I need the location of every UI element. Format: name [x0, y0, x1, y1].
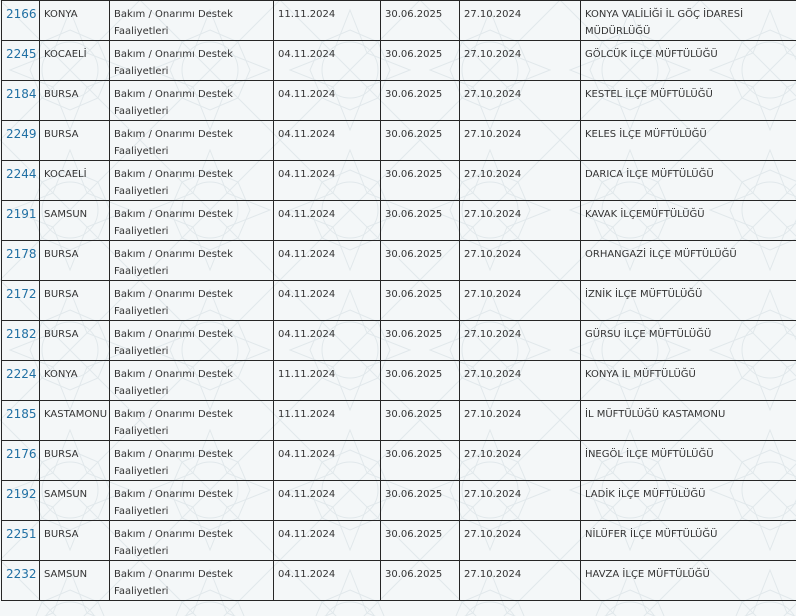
city-cell: KOCAELİ [40, 161, 110, 201]
end-date-cell: 30.06.2025 [381, 1, 460, 41]
institution-cell: ORHANGAZİ İLÇE MÜFTÜLÜĞÜ [581, 241, 796, 281]
institution-cell: KONYA İL MÜFTÜLÜĞÜ [581, 361, 796, 401]
city-cell: SAMSUN [40, 481, 110, 521]
listing-id-link[interactable]: 2249 [6, 127, 37, 141]
start-date-cell: 04.11.2024 [274, 321, 381, 361]
start-date-cell: 04.11.2024 [274, 41, 381, 81]
table-row [2, 401, 796, 441]
end-date-cell: 30.06.2025 [381, 401, 460, 441]
activity-cell: Bakım / Onarımı Destek Faaliyetleri [110, 281, 274, 321]
listing-id-link[interactable]: 2251 [6, 527, 37, 541]
institution-cell: İNEGÖL İLÇE MÜFTÜLÜĞÜ [581, 441, 796, 481]
activity-cell: Bakım / Onarımı Destek Faaliyetleri [110, 321, 274, 361]
institution-cell: DARICA İLÇE MÜFTÜLÜĞÜ [581, 161, 796, 201]
listing-id-link[interactable]: 2176 [6, 447, 37, 461]
posted-date-cell: 27.10.2024 [460, 561, 581, 601]
id-cell [2, 161, 40, 201]
end-date-cell: 30.06.2025 [381, 281, 460, 321]
id-cell [2, 521, 40, 561]
institution-cell: NİLÜFER İLÇE MÜFTÜLÜĞÜ [581, 521, 796, 561]
city-cell: BURSA [40, 81, 110, 121]
listing-id-link[interactable]: 2192 [6, 487, 37, 501]
city-cell: SAMSUN [40, 201, 110, 241]
city-cell: BURSA [40, 441, 110, 481]
institution-cell: KELES İLÇE MÜFTÜLÜĞÜ [581, 121, 796, 161]
listing-id-link[interactable]: 2191 [6, 207, 37, 221]
end-date-cell: 30.06.2025 [381, 561, 460, 601]
end-date-cell: 30.06.2025 [381, 481, 460, 521]
end-date-cell: 30.06.2025 [381, 81, 460, 121]
listing-id-link[interactable]: 2244 [6, 167, 37, 181]
activity-cell: Bakım / Onarımı Destek Faaliyetleri [110, 521, 274, 561]
listing-id-link[interactable]: 2245 [6, 47, 37, 61]
city-cell: BURSA [40, 121, 110, 161]
listing-table [1, 0, 796, 601]
start-date-cell: 04.11.2024 [274, 81, 381, 121]
table-row [2, 441, 796, 481]
institution-cell: LADİK İLÇE MÜFTÜLÜĞÜ [581, 481, 796, 521]
end-date-cell: 30.06.2025 [381, 201, 460, 241]
city-cell: KONYA [40, 1, 110, 41]
table-row [2, 281, 796, 321]
start-date-cell: 04.11.2024 [274, 441, 381, 481]
institution-cell: İL MÜFTÜLÜĞÜ KASTAMONU [581, 401, 796, 441]
end-date-cell: 30.06.2025 [381, 361, 460, 401]
id-cell [2, 1, 40, 41]
id-cell [2, 241, 40, 281]
id-cell [2, 321, 40, 361]
posted-date-cell: 27.10.2024 [460, 401, 581, 441]
activity-cell: Bakım / Onarımı Destek Faaliyetleri [110, 361, 274, 401]
institution-cell: GÖLCÜK İLÇE MÜFTÜLÜĞÜ [581, 41, 796, 81]
posted-date-cell: 27.10.2024 [460, 241, 581, 281]
start-date-cell: 04.11.2024 [274, 201, 381, 241]
id-cell [2, 361, 40, 401]
city-cell: BURSA [40, 321, 110, 361]
id-cell [2, 81, 40, 121]
start-date-cell: 11.11.2024 [274, 1, 381, 41]
end-date-cell: 30.06.2025 [381, 241, 460, 281]
institution-cell: GÜRSU İLÇE MÜFTÜLÜĞÜ [581, 321, 796, 361]
end-date-cell: 30.06.2025 [381, 121, 460, 161]
city-cell: KOCAELİ [40, 41, 110, 81]
institution-cell: HAVZA İLÇE MÜFTÜLÜĞÜ [581, 561, 796, 601]
id-cell [2, 201, 40, 241]
id-cell [2, 41, 40, 81]
posted-date-cell: 27.10.2024 [460, 201, 581, 241]
city-cell: KONYA [40, 361, 110, 401]
activity-cell: Bakım / Onarımı Destek Faaliyetleri [110, 481, 274, 521]
start-date-cell: 04.11.2024 [274, 281, 381, 321]
posted-date-cell: 27.10.2024 [460, 441, 581, 481]
activity-cell: Bakım / Onarımı Destek Faaliyetleri [110, 1, 274, 41]
end-date-cell: 30.06.2025 [381, 321, 460, 361]
listing-id-link[interactable]: 2172 [6, 287, 37, 301]
activity-cell: Bakım / Onarımı Destek Faaliyetleri [110, 201, 274, 241]
start-date-cell: 11.11.2024 [274, 401, 381, 441]
table-row [2, 241, 796, 281]
institution-cell: KESTEL İLÇE MÜFTÜLÜĞÜ [581, 81, 796, 121]
activity-cell: Bakım / Onarımı Destek Faaliyetleri [110, 401, 274, 441]
activity-cell: Bakım / Onarımı Destek Faaliyetleri [110, 41, 274, 81]
posted-date-cell: 27.10.2024 [460, 521, 581, 561]
table-row [2, 201, 796, 241]
table-row [2, 1, 796, 41]
end-date-cell: 30.06.2025 [381, 521, 460, 561]
city-cell: BURSA [40, 281, 110, 321]
start-date-cell: 11.11.2024 [274, 361, 381, 401]
listing-id-link[interactable]: 2182 [6, 327, 37, 341]
start-date-cell: 04.11.2024 [274, 561, 381, 601]
id-cell [2, 121, 40, 161]
institution-cell: KONYA VALİLİĞİ İL GÖÇ İDARESİ MÜDÜRLÜĞÜ [581, 1, 796, 41]
posted-date-cell: 27.10.2024 [460, 41, 581, 81]
listing-id-link[interactable]: 2232 [6, 567, 37, 581]
table-row [2, 41, 796, 81]
activity-cell: Bakım / Onarımı Destek Faaliyetleri [110, 561, 274, 601]
end-date-cell: 30.06.2025 [381, 161, 460, 201]
city-cell: BURSA [40, 521, 110, 561]
listing-id-link[interactable]: 2224 [6, 367, 37, 381]
listing-id-link[interactable]: 2178 [6, 247, 37, 261]
posted-date-cell: 27.10.2024 [460, 1, 581, 41]
activity-cell: Bakım / Onarımı Destek Faaliyetleri [110, 81, 274, 121]
city-cell: SAMSUN [40, 561, 110, 601]
table-row [2, 161, 796, 201]
start-date-cell: 04.11.2024 [274, 241, 381, 281]
posted-date-cell: 27.10.2024 [460, 361, 581, 401]
city-cell: KASTAMONU [40, 401, 110, 441]
institution-cell: KAVAK İLÇEMÜFTÜLÜĞÜ [581, 201, 796, 241]
id-cell [2, 401, 40, 441]
posted-date-cell: 27.10.2024 [460, 321, 581, 361]
table-row [2, 121, 796, 161]
start-date-cell: 04.11.2024 [274, 161, 381, 201]
start-date-cell: 04.11.2024 [274, 521, 381, 561]
posted-date-cell: 27.10.2024 [460, 121, 581, 161]
posted-date-cell: 27.10.2024 [460, 281, 581, 321]
table-row [2, 561, 796, 601]
posted-date-cell: 27.10.2024 [460, 81, 581, 121]
posted-date-cell: 27.10.2024 [460, 161, 581, 201]
table-row [2, 321, 796, 361]
end-date-cell: 30.06.2025 [381, 441, 460, 481]
table-row [2, 361, 796, 401]
table-row [2, 521, 796, 561]
institution-cell: İZNİK İLÇE MÜFTÜLÜĞÜ [581, 281, 796, 321]
id-cell [2, 281, 40, 321]
activity-cell: Bakım / Onarımı Destek Faaliyetleri [110, 241, 274, 281]
id-cell [2, 481, 40, 521]
activity-cell: Bakım / Onarımı Destek Faaliyetleri [110, 441, 274, 481]
listing-id-link[interactable]: 2166 [6, 7, 37, 21]
activity-cell: Bakım / Onarımı Destek Faaliyetleri [110, 121, 274, 161]
listing-table-body [2, 1, 796, 601]
posted-date-cell: 27.10.2024 [460, 481, 581, 521]
activity-cell: Bakım / Onarımı Destek Faaliyetleri [110, 161, 274, 201]
city-cell: BURSA [40, 241, 110, 281]
listing-id-link[interactable]: 2185 [6, 407, 37, 421]
end-date-cell: 30.06.2025 [381, 41, 460, 81]
id-cell [2, 561, 40, 601]
start-date-cell: 04.11.2024 [274, 121, 381, 161]
listing-id-link[interactable]: 2184 [6, 87, 37, 101]
table-row [2, 81, 796, 121]
start-date-cell: 04.11.2024 [274, 481, 381, 521]
id-cell [2, 441, 40, 481]
table-row [2, 481, 796, 521]
